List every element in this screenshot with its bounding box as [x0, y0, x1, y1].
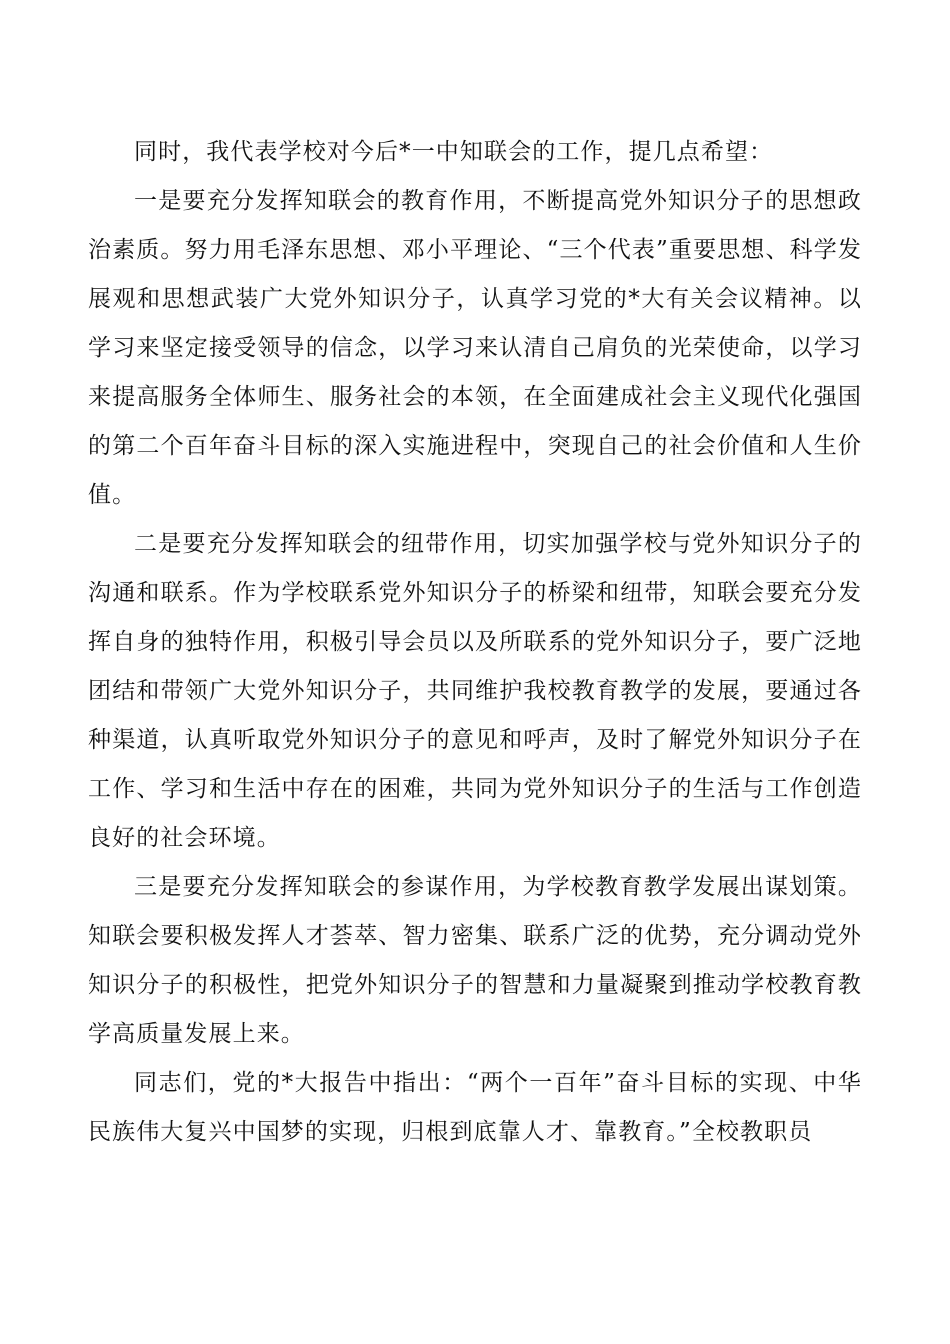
paragraph-closing: 同志们，党的*大报告中指出：“两个一百年”奋斗目标的实现、中华民族伟大复兴中国梦的实现，归根到底靠人才、靠教育。”全校教职员 — [88, 1070, 862, 1145]
paragraph-bridge-role: 二是要充分发挥知联会的纽带作用，切实加强学校与党外知识分子的沟通和联系。作为学校联系党外知识分子的桥梁和纽带，知联会要充分发挥自身的独特作用，积极引导会员以及所联系的党外知识分子，要广泛地团结和带领广大党外知识分子，共同维护我校教育教学的发展，要通过各种渠道，认真听取党外知识分子的意见和呼声，及时了解党外知识分子在工作、学习和生活中存在的困难，共同为党外知识分子的生活与工作创造良好的社会环境。 — [88, 531, 862, 851]
paragraph-education-role: 一是要充分发挥知联会的教育作用，不断提高党外知识分子的思想政治素质。努力用毛泽东思想、邓小平理论、“三个代表”重要思想、科学发展观和思想武装广大党外知识分子，认真学习党的*大有关会议精神。以学习来坚定接受领导的信念，以学习来认清自己肩负的光荣使命，以学习来提高服务全体师生、服务社会的本领，在全面建成社会主义现代化强国的第二个百年奋斗目标的深入实施进程中，突现自己的社会价值和人生价值。 — [88, 188, 862, 508]
paragraph-advisory-role: 三是要充分发挥知联会的参谋作用，为学校教育教学发展出谋划策。知联会要积极发挥人才荟萃、智力密集、联系广泛的优势，充分调动党外知识分子的积极性，把党外知识分子的智慧和力量凝聚到推动学校教育教学高质量发展上来。 — [88, 874, 862, 1047]
document-body — [88, 128, 862, 1157]
paragraph-intro: 同时，我代表学校对今后*一中知联会的工作，提几点希望： — [134, 139, 774, 165]
